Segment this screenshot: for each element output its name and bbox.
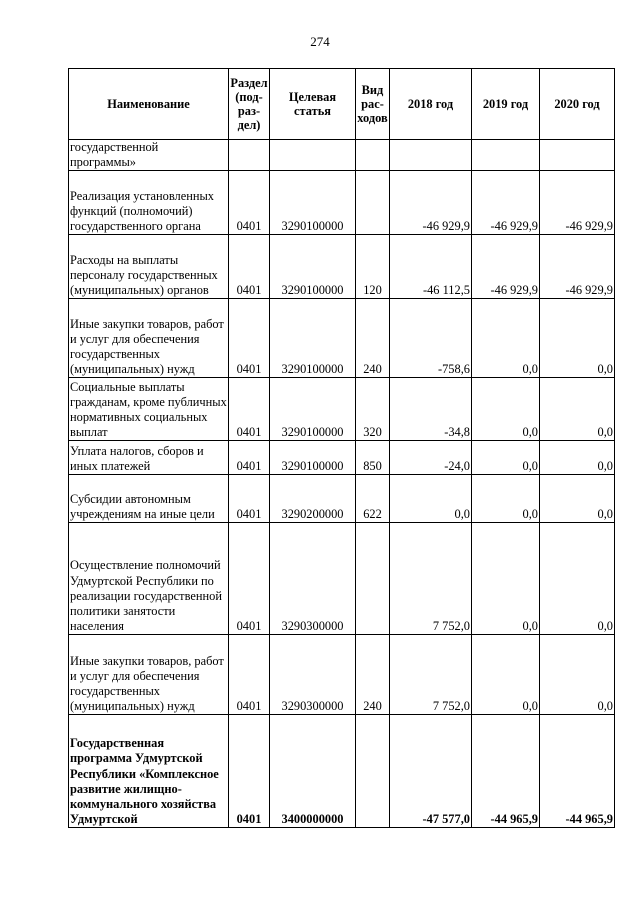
row-name: Реализация установленных функций (полномочий) государственного органа xyxy=(69,171,229,235)
header-2020: 2020 год xyxy=(540,69,615,140)
row-type: 240 xyxy=(356,299,390,378)
row-article xyxy=(270,140,356,171)
table-row xyxy=(69,523,615,635)
row-section: 0401 xyxy=(229,635,270,715)
table-row xyxy=(69,378,615,441)
row-2020: 0,0 xyxy=(540,475,615,523)
row-2019 xyxy=(472,140,540,171)
table-row xyxy=(69,635,615,715)
header-2018: 2018 год xyxy=(390,69,472,140)
row-name: Субсидии автономным учреждениям на иные цели xyxy=(69,475,229,523)
row-type: 120 xyxy=(356,235,390,299)
row-2020: 0,0 xyxy=(540,523,615,635)
row-section: 0401 xyxy=(229,171,270,235)
row-2018: -46 112,5 xyxy=(390,235,472,299)
budget-table xyxy=(68,68,615,828)
row-2020: -46 929,9 xyxy=(540,235,615,299)
row-2018: 0,0 xyxy=(390,475,472,523)
row-section: 0401 xyxy=(229,299,270,378)
row-2020: 0,0 xyxy=(540,299,615,378)
table-row xyxy=(69,140,615,171)
row-article: 3290100000 xyxy=(270,441,356,475)
table-row xyxy=(69,441,615,475)
row-2019: 0,0 xyxy=(472,378,540,441)
row-section: 0401 xyxy=(229,523,270,635)
row-2018: -47 577,0 xyxy=(390,715,472,828)
row-article: 3290100000 xyxy=(270,235,356,299)
row-type: 240 xyxy=(356,635,390,715)
row-2018: -34,8 xyxy=(390,378,472,441)
row-2020: -46 929,9 xyxy=(540,171,615,235)
row-name: Социальные выплаты гражданам, кроме публичных нормативных социальных выплат xyxy=(70,379,227,440)
table-row xyxy=(69,235,615,299)
row-article: 3290300000 xyxy=(270,523,356,635)
row-article: 3400000000 xyxy=(270,715,356,828)
row-type xyxy=(356,715,390,828)
row-type xyxy=(356,523,390,635)
row-name: Государственная программа Удмуртской Республики «Комплексное развитие жилищно-коммунального хозяйства Удмуртской xyxy=(69,715,229,828)
row-article: 3290300000 xyxy=(270,635,356,715)
row-2018 xyxy=(390,140,472,171)
row-2019: 0,0 xyxy=(472,299,540,378)
row-name: Осуществление полномочий Удмуртской Республики по реализации государственной политики занятости населения xyxy=(69,523,229,635)
row-name: Расходы на выплаты персоналу государственных (муниципальных) органов xyxy=(69,235,229,299)
row-section: 0401 xyxy=(229,475,270,523)
row-name: Уплата налогов, сборов и иных платежей xyxy=(69,441,229,475)
header-2019: 2019 год xyxy=(472,69,540,140)
row-type: 622 xyxy=(356,475,390,523)
row-2018: -758,6 xyxy=(390,299,472,378)
row-type xyxy=(356,140,390,171)
row-name: Иные закупки товаров, работ и услуг для обеспечения государственных (муниципальных) нужд xyxy=(69,299,229,378)
row-section xyxy=(229,140,270,171)
row-type: 320 xyxy=(356,378,390,441)
row-section: 0401 xyxy=(229,715,270,828)
row-2020: -44 965,9 xyxy=(540,715,615,828)
header-section: Раздел (под-раз-дел) xyxy=(229,69,270,140)
row-2019: -46 929,9 xyxy=(472,171,540,235)
row-section: 0401 xyxy=(229,378,270,441)
row-2019: -46 929,9 xyxy=(472,235,540,299)
table-row xyxy=(69,715,615,828)
row-2020: 0,0 xyxy=(540,441,615,475)
row-section: 0401 xyxy=(229,441,270,475)
row-2018: -46 929,9 xyxy=(390,171,472,235)
page-number: 274 xyxy=(310,34,330,49)
table-row xyxy=(69,299,615,378)
row-type: 850 xyxy=(356,441,390,475)
table-row xyxy=(69,475,615,523)
row-article: 3290100000 xyxy=(270,299,356,378)
row-2018: 7 752,0 xyxy=(390,523,472,635)
row-2019: 0,0 xyxy=(472,475,540,523)
row-2019: 0,0 xyxy=(472,441,540,475)
header-name: Наименование xyxy=(69,69,229,140)
row-2018: 7 752,0 xyxy=(390,635,472,715)
row-article: 3290200000 xyxy=(270,475,356,523)
row-2020: 0,0 xyxy=(540,635,615,715)
header-article: Целевая статья xyxy=(270,69,356,140)
row-name: Иные закупки товаров, работ и услуг для обеспечения государственных (муниципальных) нужд xyxy=(69,635,229,715)
row-section: 0401 xyxy=(229,235,270,299)
row-2020 xyxy=(540,140,615,171)
row-2019: 0,0 xyxy=(472,523,540,635)
row-2018: -24,0 xyxy=(390,441,472,475)
row-article: 3290100000 xyxy=(270,171,356,235)
row-article: 3290100000 xyxy=(270,378,356,441)
table-row xyxy=(69,171,615,235)
row-2019: 0,0 xyxy=(472,635,540,715)
row-2019: -44 965,9 xyxy=(472,715,540,828)
table-header-row xyxy=(69,69,615,140)
row-type xyxy=(356,171,390,235)
row-2020: 0,0 xyxy=(540,378,615,441)
row-name: государственной программы» xyxy=(69,140,229,171)
header-expense-type: Вид рас-ходов xyxy=(356,69,390,140)
